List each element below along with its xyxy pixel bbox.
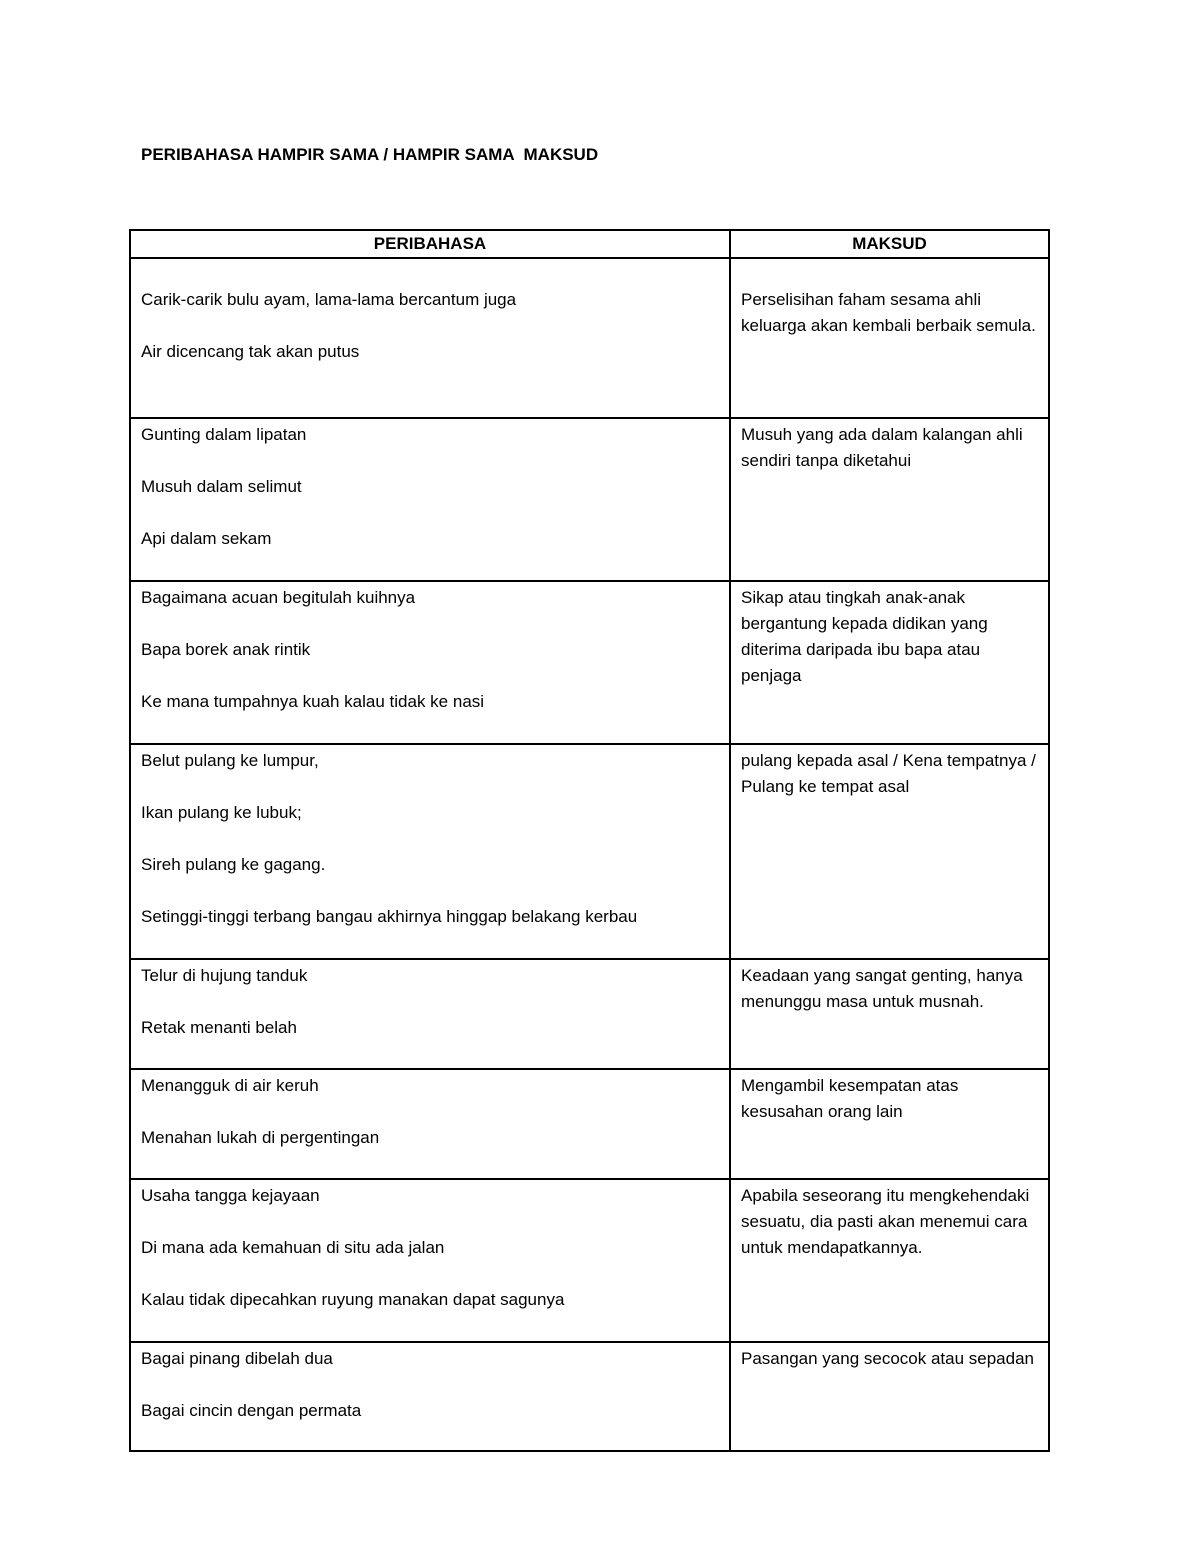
peribahasa-text: Telur di hujung tanduk bbox=[141, 966, 308, 985]
peribahasa-text: Air dicencang tak akan putus bbox=[141, 342, 360, 361]
table-row bbox=[130, 1342, 1049, 1451]
maksud-cell bbox=[730, 418, 1049, 581]
table-row bbox=[130, 744, 1049, 959]
maksud-text: Mengambil kesempatan atas kesusahan orang lain bbox=[741, 1076, 959, 1121]
peribahasa-cell bbox=[130, 258, 730, 418]
peribahasa-text: Retak menanti belah bbox=[141, 1018, 297, 1037]
column-header-maksud: MAKSUD bbox=[730, 230, 1049, 258]
table-header-row bbox=[130, 230, 1049, 258]
peribahasa-text: Musuh dalam selimut bbox=[141, 477, 302, 496]
maksud-text: pulang kepada asal / Kena tempatnya / bbox=[741, 751, 1036, 770]
table-row bbox=[130, 581, 1049, 744]
peribahasa-text: Carik-carik bulu ayam, lama-lama bercantum juga bbox=[141, 290, 517, 309]
maksud-text: Musuh yang ada dalam kalangan ahli sendiri tanpa diketahui bbox=[741, 425, 1023, 470]
peribahasa-text: Setinggi-tinggi terbang bangau akhirnya hinggap belakang kerbau bbox=[141, 907, 638, 926]
peribahasa-text: Bagaimana acuan begitulah kuihnya bbox=[141, 588, 416, 607]
peribahasa-text: Api dalam sekam bbox=[141, 529, 272, 548]
maksud-cell bbox=[730, 581, 1049, 744]
peribahasa-text: Menangguk di air keruh bbox=[141, 1076, 319, 1095]
peribahasa-text: Sireh pulang ke gagang. bbox=[141, 855, 326, 874]
peribahasa-text: Bagai cincin dengan permata bbox=[141, 1401, 362, 1420]
maksud-cell bbox=[730, 1342, 1049, 1451]
maksud-text: Sikap atau tingkah anak-anak bergantung kepada didikan yang diterima daripada ibu bapa atau penjaga bbox=[741, 588, 988, 685]
maksud-text: Pasangan yang secocok atau sepadan bbox=[741, 1349, 1035, 1368]
peribahasa-text: Ke mana tumpahnya kuah kalau tidak ke nasi bbox=[141, 692, 485, 711]
table-row bbox=[130, 1069, 1049, 1179]
maksud-cell bbox=[730, 959, 1049, 1069]
peribahasa-text: Belut pulang ke lumpur, bbox=[141, 751, 319, 770]
peribahasa-text: Ikan pulang ke lubuk; bbox=[141, 803, 302, 822]
table-row bbox=[130, 1179, 1049, 1342]
peribahasa-text: Gunting dalam lipatan bbox=[141, 425, 307, 444]
maksud-cell bbox=[730, 258, 1049, 418]
peribahasa-text: Di mana ada kemahuan di situ ada jalan bbox=[141, 1238, 445, 1257]
peribahasa-cell bbox=[130, 744, 730, 959]
maksud-cell bbox=[730, 1069, 1049, 1179]
peribahasa-cell bbox=[130, 959, 730, 1069]
table-row bbox=[130, 959, 1049, 1069]
peribahasa-text: Bagai pinang dibelah dua bbox=[141, 1349, 333, 1368]
peribahasa-cell bbox=[130, 1179, 730, 1342]
maksud-text: Perselisihan faham sesama ahli keluarga akan kembali berbaik semula. bbox=[741, 290, 1036, 335]
maksud-text: Apabila seseorang itu mengkehendaki sesuatu, dia pasti akan menemui cara untuk mendapatkannya. bbox=[741, 1186, 1030, 1257]
peribahasa-text: Bapa borek anak rintik bbox=[141, 640, 311, 659]
peribahasa-text: Menahan lukah di pergentingan bbox=[141, 1128, 380, 1147]
table-row bbox=[130, 258, 1049, 418]
peribahasa-cell bbox=[130, 1069, 730, 1179]
page-title: PERIBAHASA HAMPIR SAMA / HAMPIR SAMA MAKSUD bbox=[141, 145, 599, 164]
maksud-cell bbox=[730, 744, 1049, 959]
peribahasa-cell bbox=[130, 418, 730, 581]
peribahasa-cell bbox=[130, 1342, 730, 1451]
peribahasa-text: Usaha tangga kejayaan bbox=[141, 1186, 320, 1205]
peribahasa-cell bbox=[130, 581, 730, 744]
maksud-text: Pulang ke tempat asal bbox=[741, 777, 910, 796]
peribahasa-text: Kalau tidak dipecahkan ruyung manakan dapat sagunya bbox=[141, 1290, 565, 1309]
maksud-text: Keadaan yang sangat genting, hanya menunggu masa untuk musnah. bbox=[741, 966, 1023, 1011]
column-header-peribahasa: PERIBAHASA bbox=[130, 230, 730, 258]
proverb-table bbox=[129, 229, 1050, 1452]
maksud-cell bbox=[730, 1179, 1049, 1342]
table-row bbox=[130, 418, 1049, 581]
